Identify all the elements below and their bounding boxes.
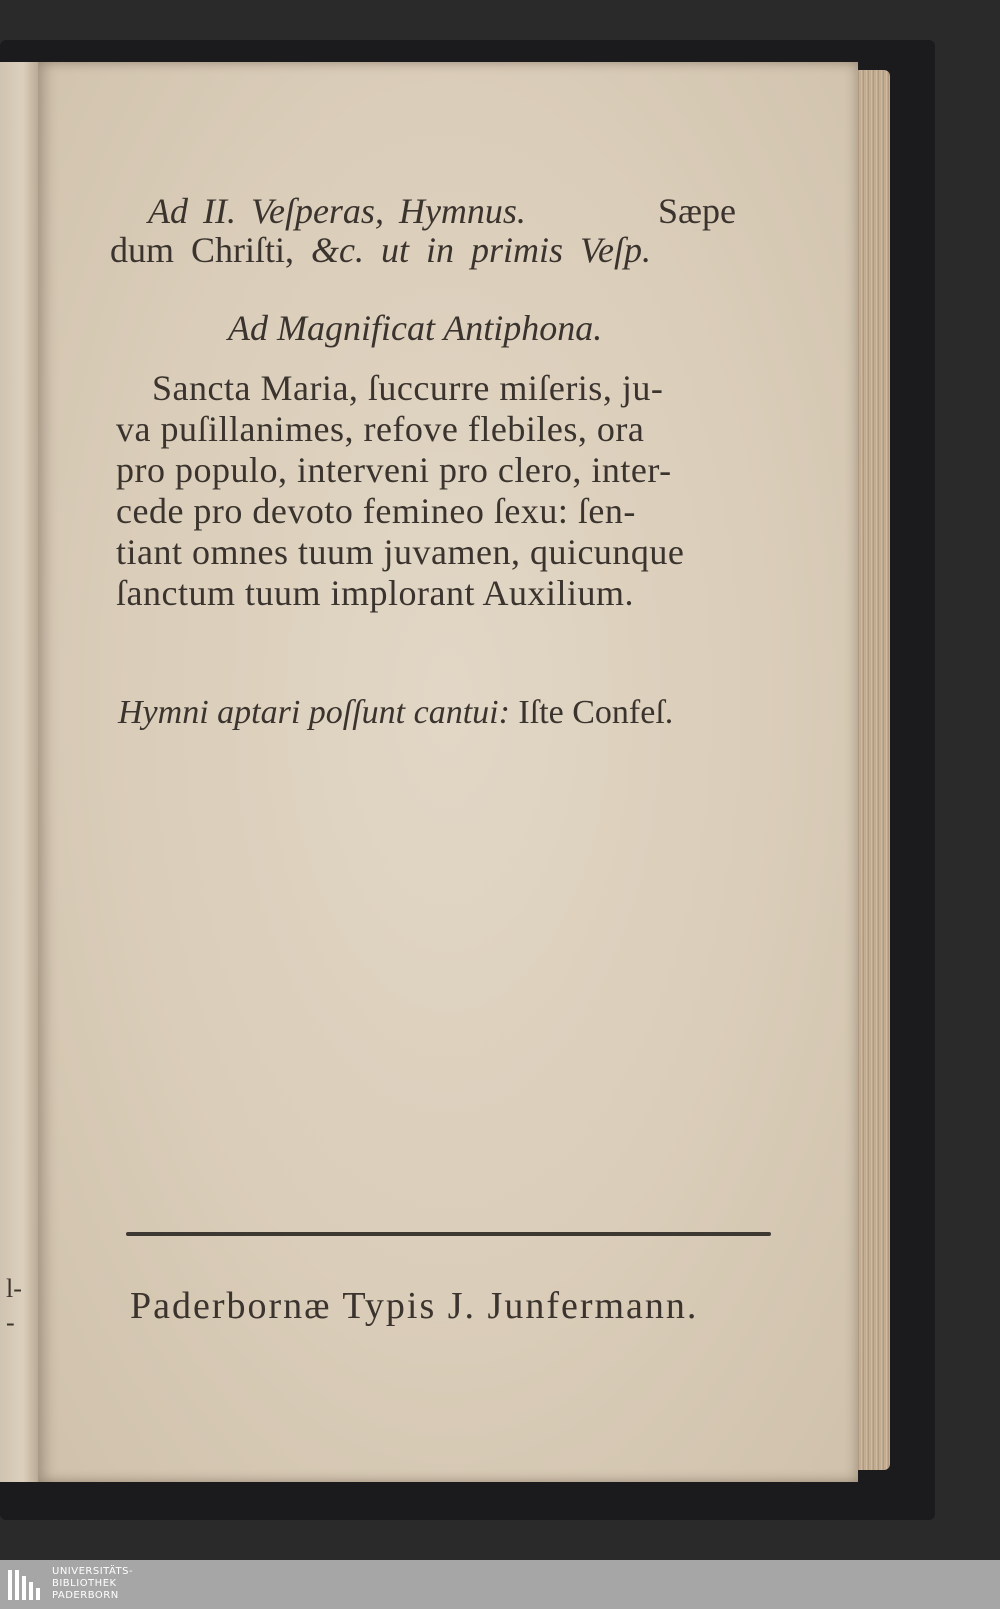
antiphon-line: pro populo, interveni pro clero, inter- bbox=[116, 450, 672, 490]
printer-imprint: Paderbornæ Typis J. Junfermann. bbox=[130, 1285, 699, 1327]
vesperas-heading: Ad II. Veſperas, Hymnus. bbox=[148, 191, 526, 231]
library-footer-bar bbox=[0, 1560, 1000, 1609]
rubric-italic: Hymni aptari poſſunt cantui: bbox=[118, 694, 510, 731]
heading-line-1 bbox=[148, 190, 737, 232]
library-logo-text bbox=[52, 1566, 133, 1602]
logo-line: PADERBORN bbox=[52, 1590, 119, 1601]
antiphon-line: cede pro devoto femineo ſexu: ſen- bbox=[116, 491, 636, 531]
left-page-edge bbox=[0, 62, 38, 1482]
divider-rule bbox=[126, 1232, 771, 1236]
antiphon-heading: Ad Magnificat Antiphona. bbox=[228, 308, 603, 348]
logo-line: UNIVERSITÄTS- bbox=[52, 1566, 134, 1577]
left-page-fragments bbox=[6, 1272, 22, 1340]
left-page-fragment: - bbox=[6, 1308, 15, 1337]
hymn-rubric bbox=[118, 694, 673, 732]
ut-in-primis-text: &c. ut in primis Veſp. bbox=[311, 230, 652, 270]
left-page-fragment: l- bbox=[6, 1274, 22, 1303]
library-logo-icon bbox=[8, 1570, 42, 1600]
rubric-roman: Iſte Confeſ. bbox=[518, 694, 674, 731]
antiphon-line: Sancta Maria, ſuccurre miſeris, ju- bbox=[152, 368, 664, 408]
logo-line: BIBLIOTHEK bbox=[52, 1578, 117, 1589]
antiphon-line: va puſillanimes, refove flebiles, ora bbox=[116, 409, 645, 449]
saepe-word: Sæpe bbox=[658, 191, 737, 231]
heading-line-2 bbox=[110, 229, 651, 271]
book-page bbox=[38, 62, 858, 1482]
antiphon-line: tiant omnes tuum juvamen, quicunque bbox=[116, 532, 685, 572]
dum-christi-text: dum Chriſti, bbox=[110, 230, 295, 270]
antiphon-line: ſanctum tuum implorant Auxilium. bbox=[116, 573, 634, 613]
